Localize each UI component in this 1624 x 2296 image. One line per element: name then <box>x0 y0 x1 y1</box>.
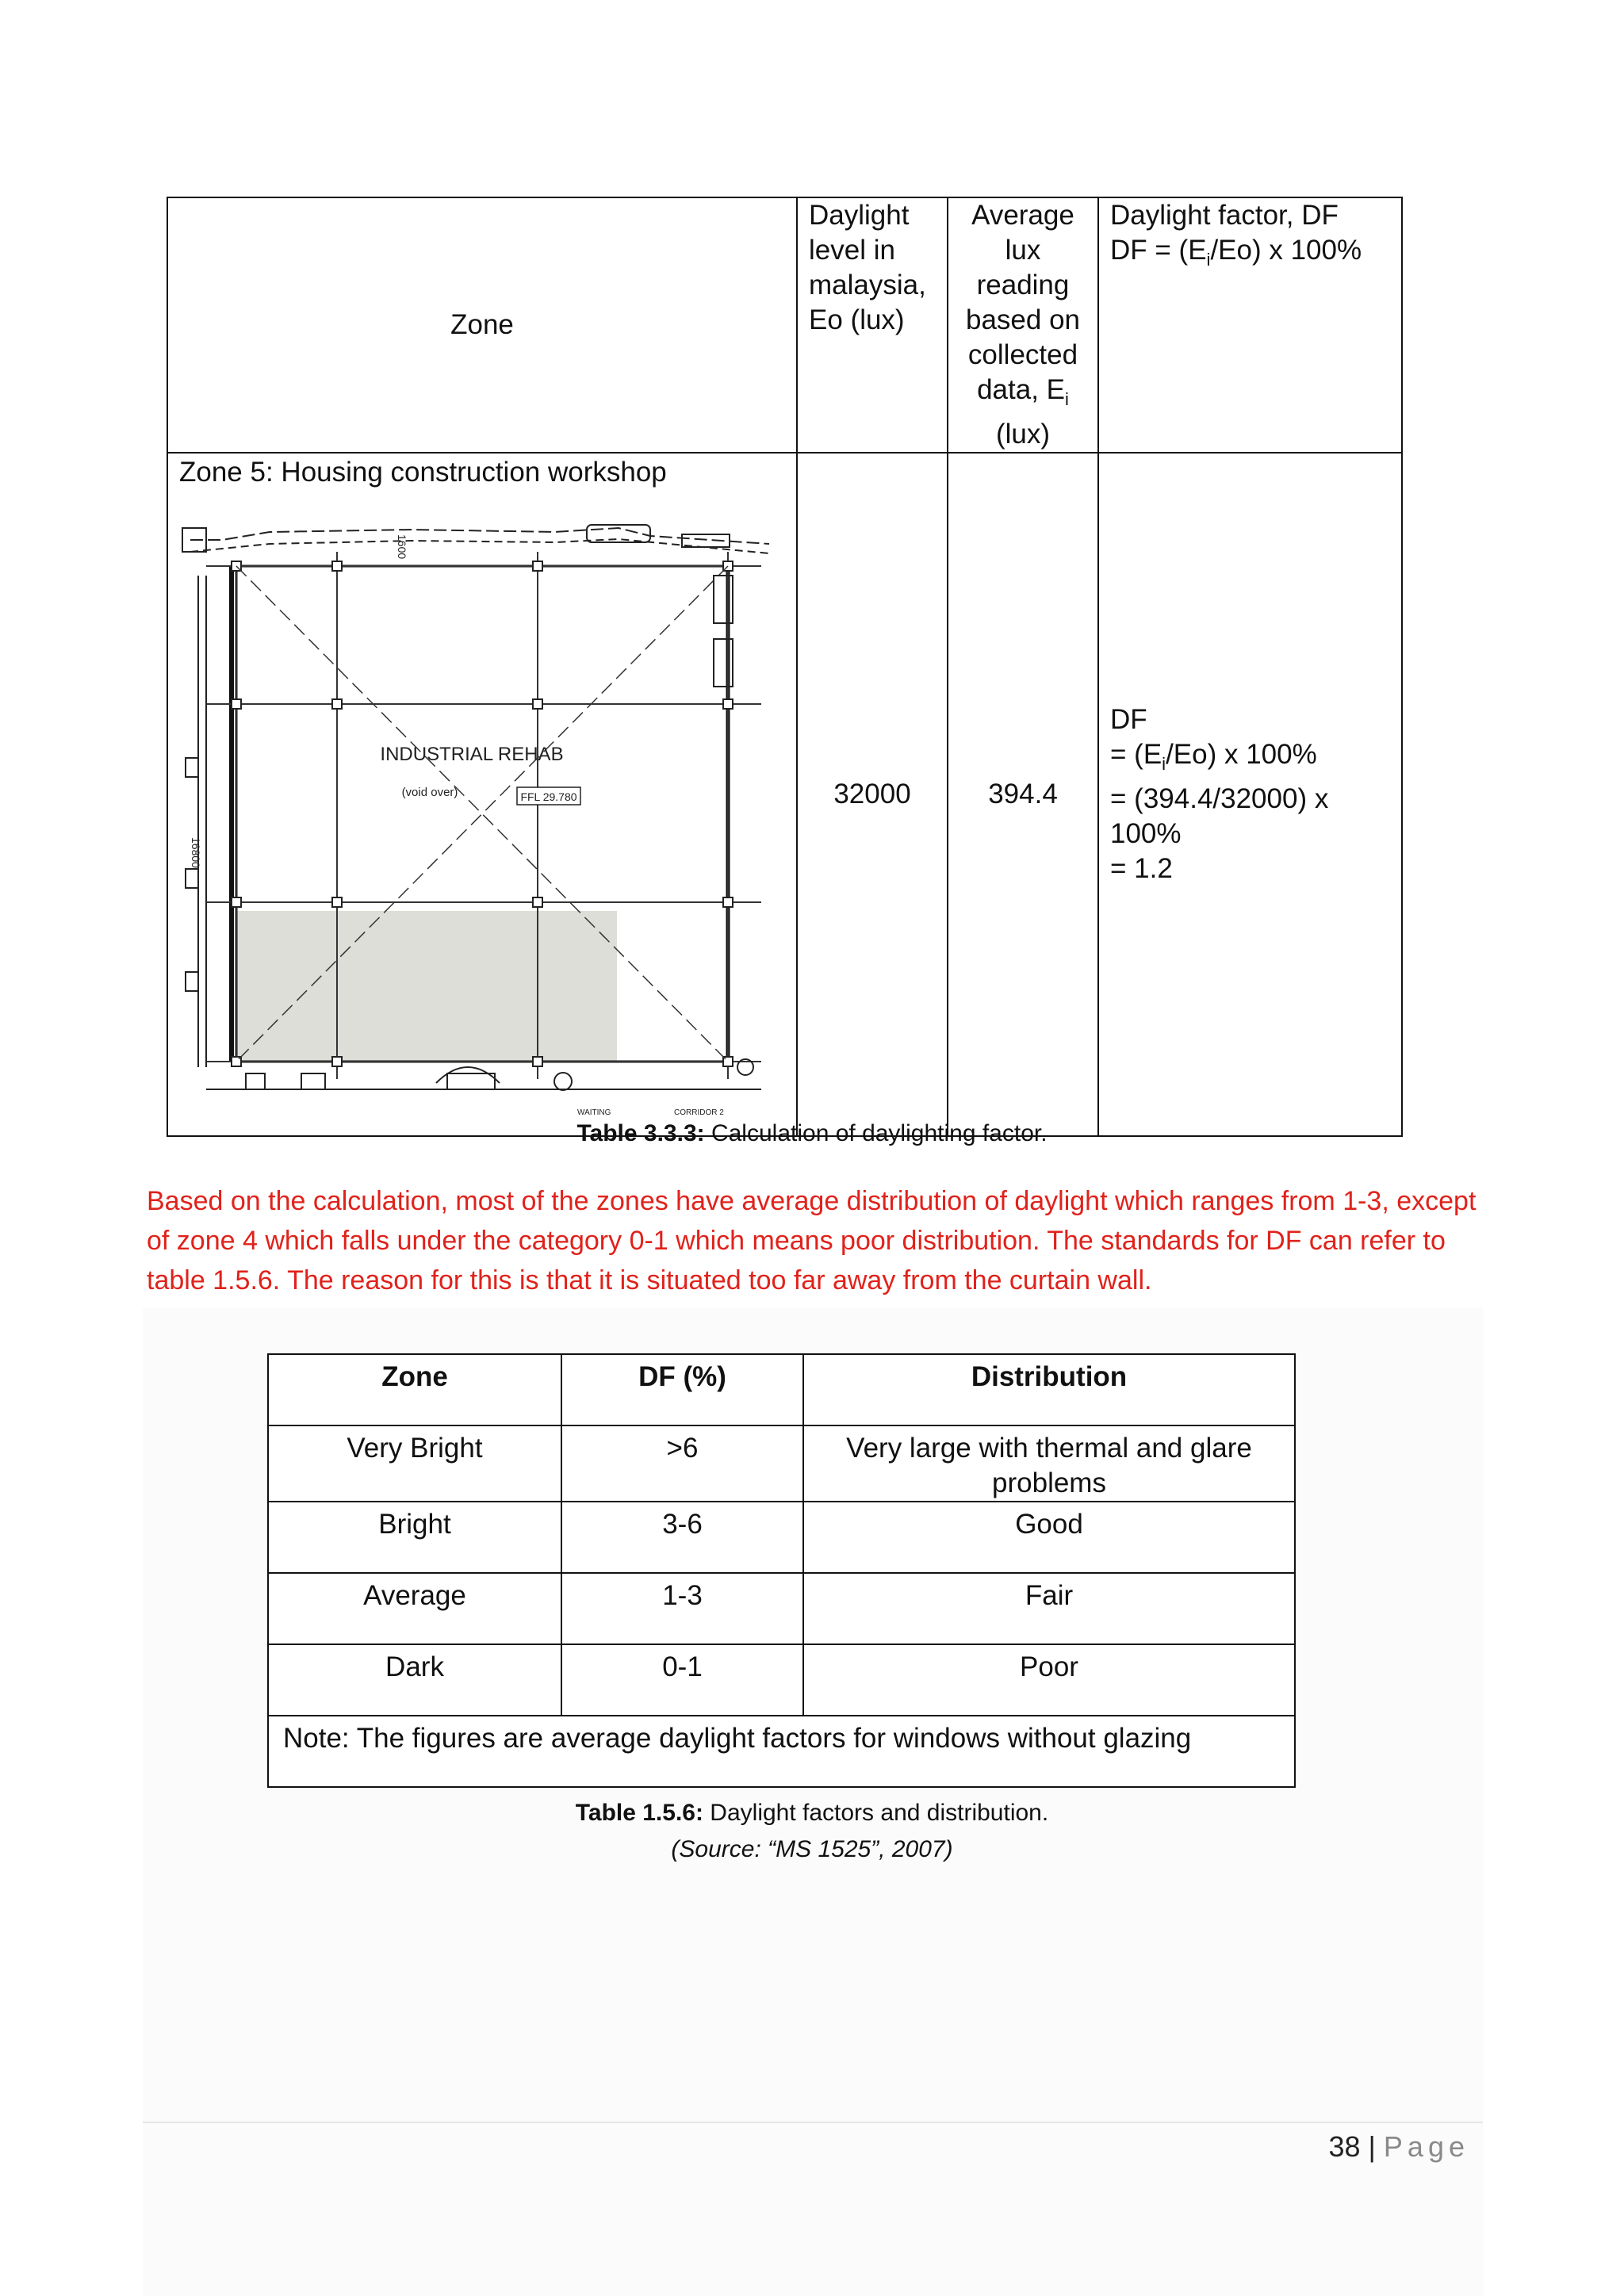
svg-text:CORRIDOR 2: CORRIDOR 2 <box>674 1108 724 1115</box>
table-note-row <box>268 1716 1295 1787</box>
svg-text:(void over): (void over) <box>401 786 458 799</box>
header-average-lux: Average lux reading based on collected data, $E_i$ (lux) <box>948 197 1098 453</box>
analysis-paragraph: Based on the calculation, most of the zones have average distribution of daylight which ranges from 1-3, except of zone 4 which falls under the category 0-1 which means poor distribution. The standards for DF can refer to table 1.5.6. The reason for this is that it is situated too far away from the curtain wall. <box>147 1186 1477 1295</box>
svg-text:WAITING: WAITING <box>577 1108 611 1115</box>
svg-text:16800: 16800 <box>190 837 202 868</box>
daylit-area-shading <box>236 911 617 1062</box>
daylight-factor-calculation: DF = $(E_i/Eo)$ x 100% = (394.4/32000) x 100% = 1.2 <box>1098 453 1402 1136</box>
table-1-5-6-caption: Table 1.5.6: Daylight factors and distribution. <box>575 1800 1049 1826</box>
table-note: Note: The figures are average daylight factors for windows without glazing <box>268 1716 1295 1787</box>
zone-title: Zone 5: Housing construction workshop <box>179 457 667 488</box>
table-row <box>167 453 1402 1136</box>
table-header-row <box>167 197 1402 453</box>
svg-text:FFL 29.780: FFL 29.780 <box>520 790 577 803</box>
daylight-calculation-table <box>167 197 1403 1137</box>
header-daylight-factor: Daylight factor, DF DF = $(E_i/Eo)$ x 100% <box>1098 197 1402 453</box>
table-row: Average 1-3 Fair <box>268 1573 1295 1644</box>
svg-text:1600: 1600 <box>396 534 408 560</box>
zone-5-cell <box>167 453 797 1136</box>
footer-divider <box>143 2122 1483 2123</box>
table-row: Very Bright >6 Very large with thermal and glare problems <box>268 1425 1295 1502</box>
page-number: 38 | Page <box>1328 2130 1469 2163</box>
average-lux-value: 394.4 <box>948 453 1098 1136</box>
table-header-row <box>268 1354 1295 1425</box>
plan-label: INDUSTRIAL REHAB <box>380 744 564 765</box>
header-zone: Zone <box>167 197 797 453</box>
table-source: (Source: “MS 1525”, 2007) <box>671 1836 953 1862</box>
header-distribution: Distribution <box>803 1354 1295 1425</box>
floor-plan-drawing <box>174 496 785 1115</box>
table-row: Bright 3-6 Good <box>268 1502 1295 1573</box>
table-row: Dark 0-1 Poor <box>268 1644 1295 1716</box>
daylight-level-value: 32000 <box>797 453 948 1136</box>
daylight-factor-standards-table <box>267 1353 1296 1788</box>
header-zone: Zone <box>268 1354 561 1425</box>
header-df: DF (%) <box>561 1354 803 1425</box>
table-3-3-3-caption: Table 3.3.3: Calculation of daylighting factor. <box>576 1120 1048 1146</box>
header-daylight-level: Daylight level in malaysia, Eo (lux) <box>797 197 948 453</box>
